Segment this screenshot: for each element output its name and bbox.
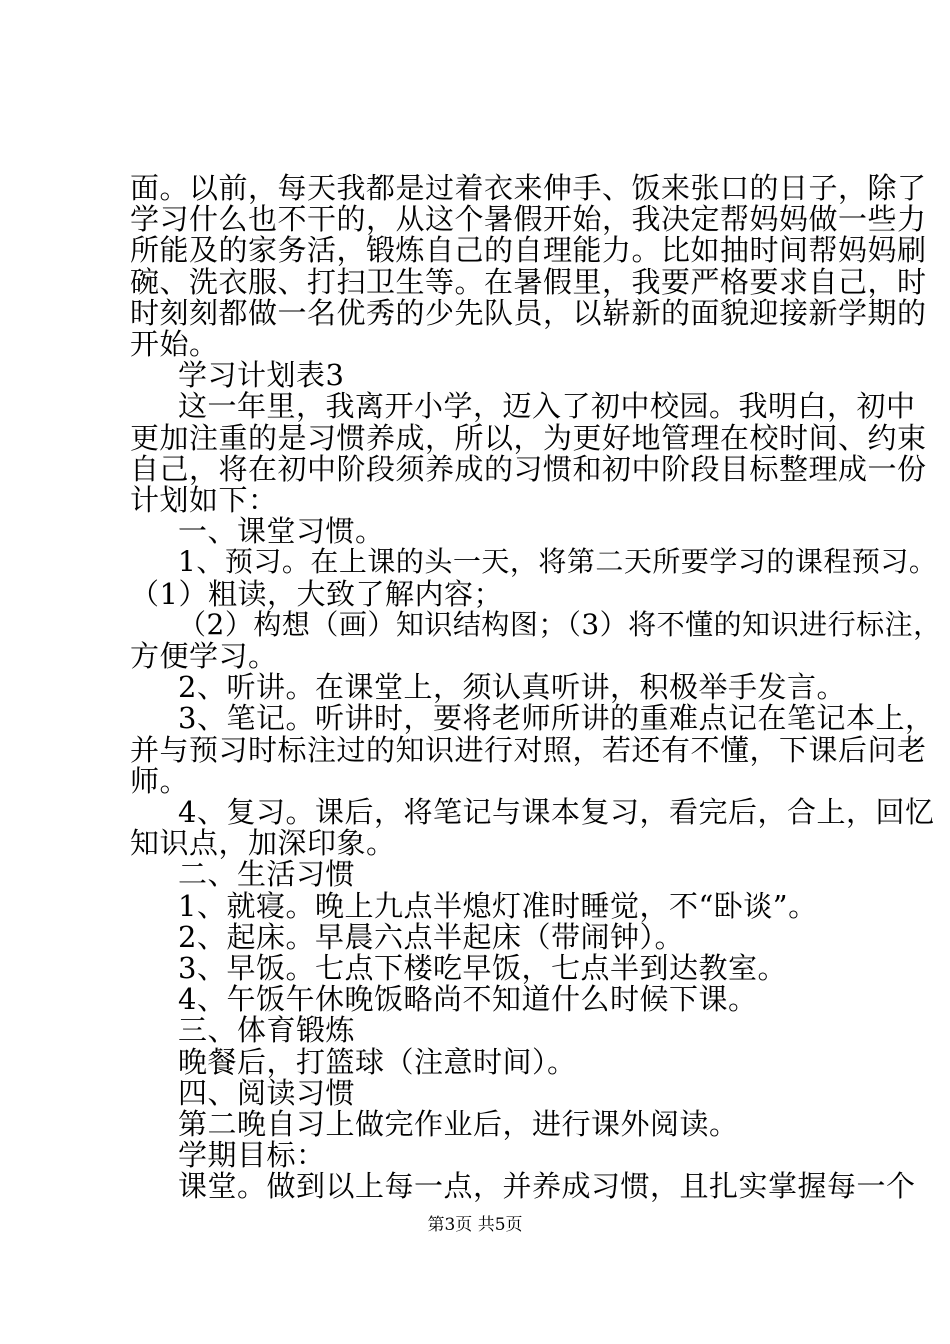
text-line: 自己，将在初中阶段须养成的习惯和初中阶段目标整理成一份 (130, 451, 927, 486)
text-line: 2、听讲。在课堂上，须认真听讲，积极举手发言。 (178, 670, 846, 705)
text-line: 更加注重的是习惯养成，所以，为更好地管理在校时间、约束 (130, 420, 927, 455)
text-line: 时刻刻都做一名优秀的少先队员，以崭新的面貌迎接新学期的 (130, 295, 927, 330)
section-title: 学习计划表3 (178, 358, 345, 393)
text-line: 4、复习。课后，将笔记与课本复习，看完后，合上，回忆 (178, 795, 935, 829)
text-line: 并与预习时标注过的知识进行对照，若还有不懂，下课后问老 (130, 732, 927, 767)
section-heading: 四、阅读习惯 (178, 1075, 356, 1110)
text-line: 所能及的家务活，锻炼自己的自理能力。比如抽时间帮妈妈刷 (130, 233, 927, 268)
text-line: 方便学习。 (130, 639, 278, 673)
section-heading: 一、课堂习惯。 (178, 514, 385, 549)
section-heading: 学期目标： (178, 1138, 326, 1173)
text-line: 1、预习。在上课的头一天，将第二天所要学习的课程预习。 (178, 545, 938, 579)
text-line: 2、起床。早晨六点半起床（带闹钟）。 (178, 919, 684, 954)
text-line: 计划如下： (130, 483, 278, 517)
text-line: 4、午饭午休晚饭略尚不知道什么时候下课。 (178, 982, 758, 1017)
page-number-label: 第3页 共5页 (427, 1215, 523, 1235)
text-line: 3、笔记。听讲时，要将老师所讲的重难点记在笔记本上， (178, 701, 935, 736)
text-line: 课堂。做到以上每一点，并养成习惯，且扎实掌握每一个 (178, 1169, 916, 1204)
text-line: （1）粗读，大致了解内容； (130, 576, 503, 611)
section-heading: 二、生活习惯 (178, 857, 356, 892)
text-line: 碗、洗衣服、打扫卫生等。在暑假里，我要严格要求自己，时 (130, 264, 927, 299)
text-line: 1、就寝。晚上九点半熄灯准时睡觉，不“卧谈”。 (178, 888, 818, 923)
page-footer (0, 1215, 950, 1235)
text-line: （2）构想（画）知识结构图；（3）将不懂的知识进行标注， (178, 607, 942, 641)
text-line: 知识点，加深印象。 (130, 826, 396, 861)
text-line: 学习什么也不干的，从这个暑假开始，我决定帮妈妈做一些力 (130, 202, 927, 237)
text-line: 第二晚自习上做完作业后，进行课外阅读。 (178, 1107, 739, 1141)
text-line: 3、早饭。七点下楼吃早饭，七点半到达教室。 (178, 951, 787, 985)
text-line: 师。 (130, 763, 190, 798)
text-line: 这一年里，我离开小学，迈入了初中校园。我明白，初中 (178, 389, 916, 424)
text-line: 开始。 (130, 327, 219, 361)
section-heading: 三、体育锻炼 (178, 1013, 356, 1048)
text-line: 面。以前，每天我都是过着衣来伸手、饭来张口的日子，除了 (130, 171, 927, 205)
text-line: 晚餐后，打篮球（注意时间）。 (178, 1044, 577, 1079)
